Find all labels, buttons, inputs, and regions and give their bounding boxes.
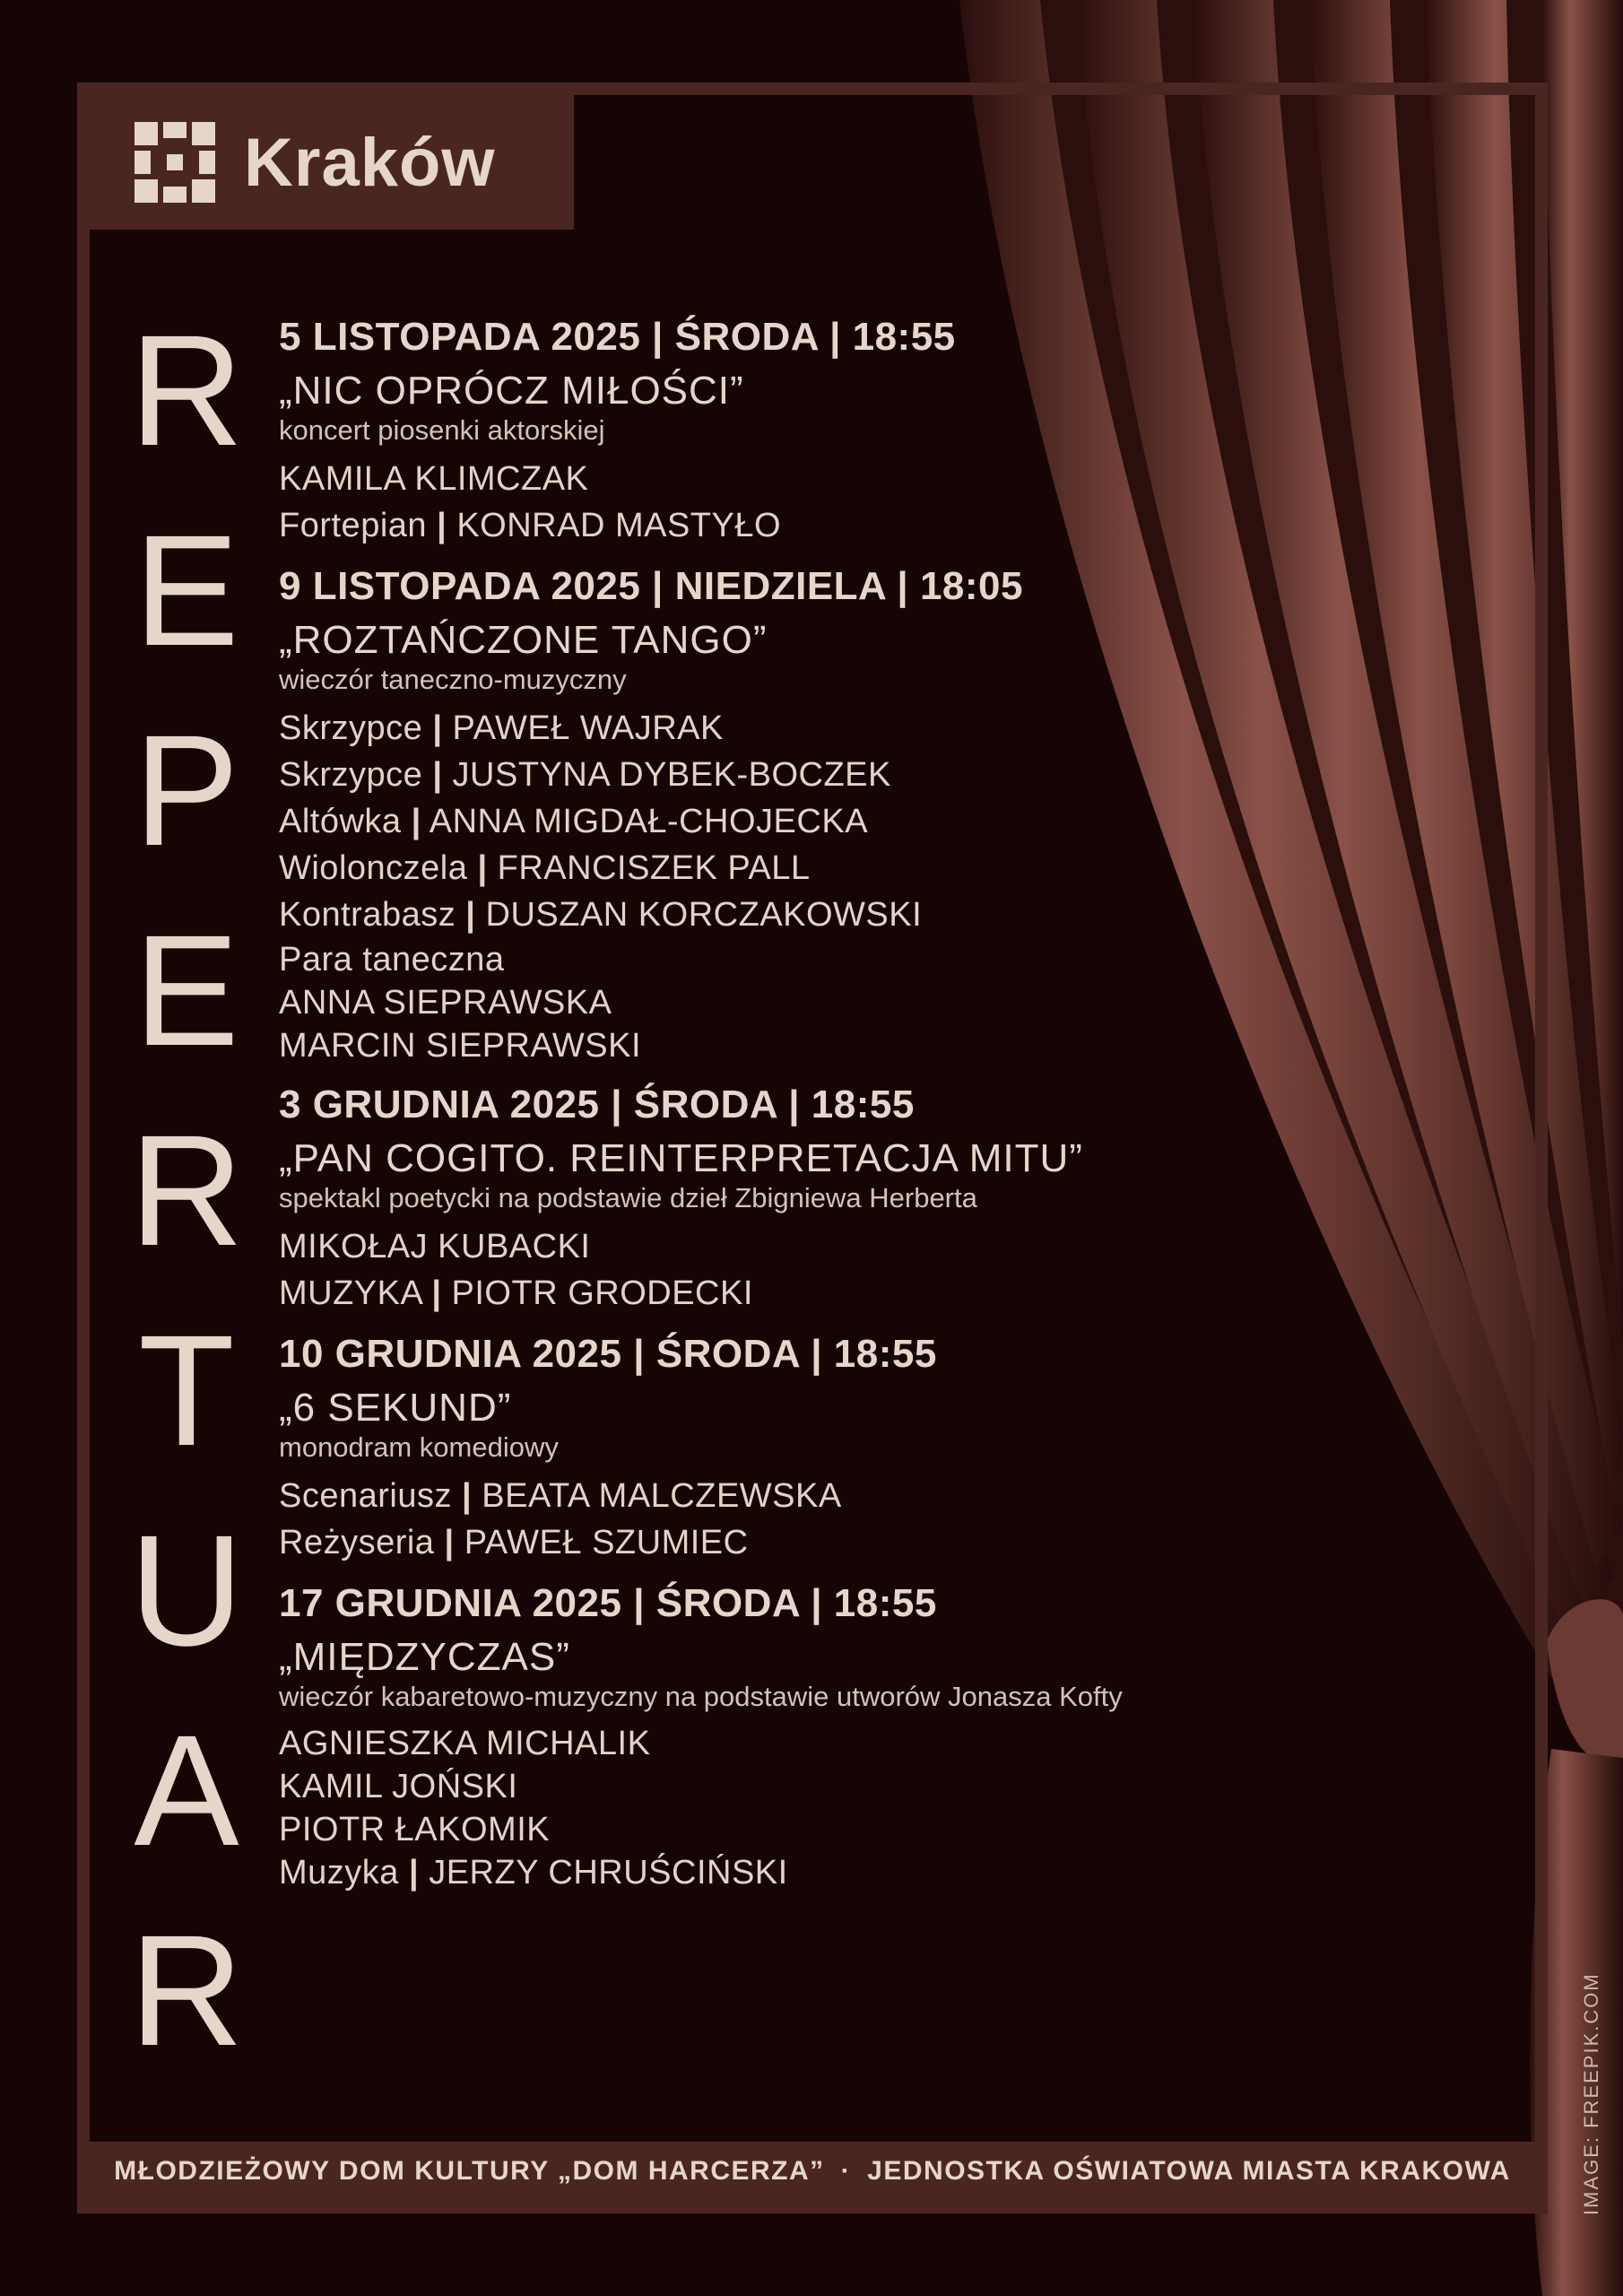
performer-line xyxy=(279,938,1310,981)
event-title: „MIĘDZYCZAS” xyxy=(279,1635,570,1679)
performer-role: Skrzypce xyxy=(279,756,423,794)
event-item xyxy=(279,1080,1310,1317)
performer-name: Para taneczna xyxy=(279,941,505,978)
event-subtitle: koncert piosenki aktorskiej xyxy=(279,414,605,446)
logo-text: Kraków xyxy=(244,124,496,201)
performer-role: Muzyka xyxy=(279,1854,399,1892)
heading-letter: T xyxy=(138,1303,235,1479)
performer-name: KAMILA KLIMCZAK xyxy=(279,460,589,498)
performer-role: Altówka xyxy=(279,803,402,840)
performer-name: PAWEŁ WAJRAK xyxy=(452,709,724,747)
footer-bar xyxy=(90,2142,1535,2201)
heading-letter: P xyxy=(134,703,239,879)
logo-box xyxy=(90,95,574,230)
performer-name: FRANCISZEK PALL xyxy=(497,849,811,887)
performer-line: MUZYKA | PIOTR GRODECKI xyxy=(279,1274,753,1312)
event-date: 17 GRUDNIA 2025 | ŚRODA | 18:55 xyxy=(279,1581,937,1625)
event-item xyxy=(279,312,1310,549)
performer-name: ANNA SIEPRAWSKA xyxy=(279,984,612,1022)
performer-line xyxy=(279,1808,1310,1851)
event-subtitle: wieczór taneczno-muzyczny xyxy=(279,664,627,695)
repertuar-vertical-heading xyxy=(124,303,249,2079)
performer-line: Wiolonczela | FRANCISZEK PALL xyxy=(279,849,811,887)
performer-line xyxy=(279,1024,1310,1067)
footer-affiliation: JEDNOSTKA OŚWIATOWA MIASTA KRAKOWA xyxy=(867,2156,1511,2186)
performer-name: MIKOŁAJ KUBACKI xyxy=(279,1228,591,1265)
event-date: 5 LISTOPADA 2025 | ŚRODA | 18:55 xyxy=(279,315,956,359)
heading-letter: R xyxy=(129,1103,244,1279)
performer-name: AGNIESZKA MICHALIK xyxy=(279,1725,651,1762)
performer-role: MUZYKA xyxy=(279,1274,422,1312)
performer-name: KAMIL JOŃSKI xyxy=(279,1768,518,1805)
event-date: 9 LISTOPADA 2025 | NIEDZIELA | 18:05 xyxy=(279,564,1023,608)
performer-line: Kontrabasz | DUSZAN KORCZAKOWSKI xyxy=(279,896,923,934)
performer-role: Fortepian xyxy=(279,507,428,544)
event-item xyxy=(279,561,1310,1067)
event-item xyxy=(279,1329,1310,1566)
performer-role: Scenariusz xyxy=(279,1477,452,1515)
performer-role: Reżyseria xyxy=(279,1524,435,1561)
heading-letter: A xyxy=(134,1703,239,1879)
image-credit: IMAGE: FREEPIK.COM xyxy=(1580,1972,1602,2215)
event-subtitle: monodram komediowy xyxy=(279,1431,559,1463)
performer-line xyxy=(279,1765,1310,1808)
performer-role: Kontrabasz xyxy=(279,896,456,934)
performer-name: PIOTR ŁAKOMIK xyxy=(279,1811,551,1848)
heading-letter: R xyxy=(129,303,244,479)
performer-name: PIOTR GRODECKI xyxy=(451,1274,753,1312)
performer-name: ANNA MIGDAŁ-CHOJECKA xyxy=(429,803,869,840)
event-subtitle: wieczór kabaretowo-muzyczny na podstawie utworów Jonasza Kofty xyxy=(279,1681,1123,1712)
event-title: „NIC OPRÓCZ MIŁOŚCI” xyxy=(279,369,744,413)
footer-separator: · xyxy=(840,2156,852,2186)
performer-name: BEATA MALCZEWSKA xyxy=(482,1477,842,1515)
performer-line xyxy=(279,981,1310,1024)
performer-name: DUSZAN KORCZAKOWSKI xyxy=(485,896,923,934)
krakow-logo-icon xyxy=(135,122,215,203)
event-date: 10 GRUDNIA 2025 | ŚRODA | 18:55 xyxy=(279,1332,937,1376)
performer-name: MARCIN SIEPRAWSKI xyxy=(279,1027,642,1065)
performer-line: Skrzypce | PAWEŁ WAJRAK xyxy=(279,709,724,747)
heading-letter: R xyxy=(129,1903,244,2079)
performer-line xyxy=(279,1722,1310,1765)
performer-name: JUSTYNA DYBEK-BOCZEK xyxy=(452,756,891,794)
performer-line: Altówka | ANNA MIGDAŁ-CHOJECKA xyxy=(279,803,869,840)
event-subtitle: spektakl poetycki na podstawie dzieł Zbigniewa Herberta xyxy=(279,1182,977,1213)
heading-letter: U xyxy=(129,1503,244,1679)
performer-line: Muzyka | JERZY CHRUŚCIŃSKI xyxy=(279,1854,788,1892)
heading-letter: E xyxy=(134,903,239,1079)
performer-name: KONRAD MASTYŁO xyxy=(456,507,782,544)
event-date: 3 GRUDNIA 2025 | ŚRODA | 18:55 xyxy=(279,1083,915,1126)
event-title: „6 SEKUND” xyxy=(279,1386,512,1430)
performer-line: Fortepian | KONRAD MASTYŁO xyxy=(279,507,782,544)
event-title: „ROZTAŃCZONE TANGO” xyxy=(279,618,768,662)
footer-organization: MŁODZIEŻOWY DOM KULTURY „DOM HARCERZA” xyxy=(114,2156,825,2186)
event-item xyxy=(279,1578,1310,1894)
event-title: „PAN COGITO. REINTERPRETACJA MITU” xyxy=(279,1136,1083,1180)
performer-line: Skrzypce | JUSTYNA DYBEK-BOCZEK xyxy=(279,756,891,794)
performer-line: Reżyseria | PAWEŁ SZUMIEC xyxy=(279,1524,749,1561)
performer-line: Scenariusz | BEATA MALCZEWSKA xyxy=(279,1477,842,1515)
performer-line xyxy=(279,456,1310,502)
heading-letter: E xyxy=(134,503,239,679)
event-list xyxy=(279,312,1310,1907)
performer-role: Wiolonczela xyxy=(279,849,468,887)
performer-name: JERZY CHRUŚCIŃSKI xyxy=(429,1854,788,1892)
performer-role: Skrzypce xyxy=(279,709,423,747)
performer-line xyxy=(279,1223,1310,1270)
performer-name: PAWEŁ SZUMIEC xyxy=(464,1524,749,1561)
